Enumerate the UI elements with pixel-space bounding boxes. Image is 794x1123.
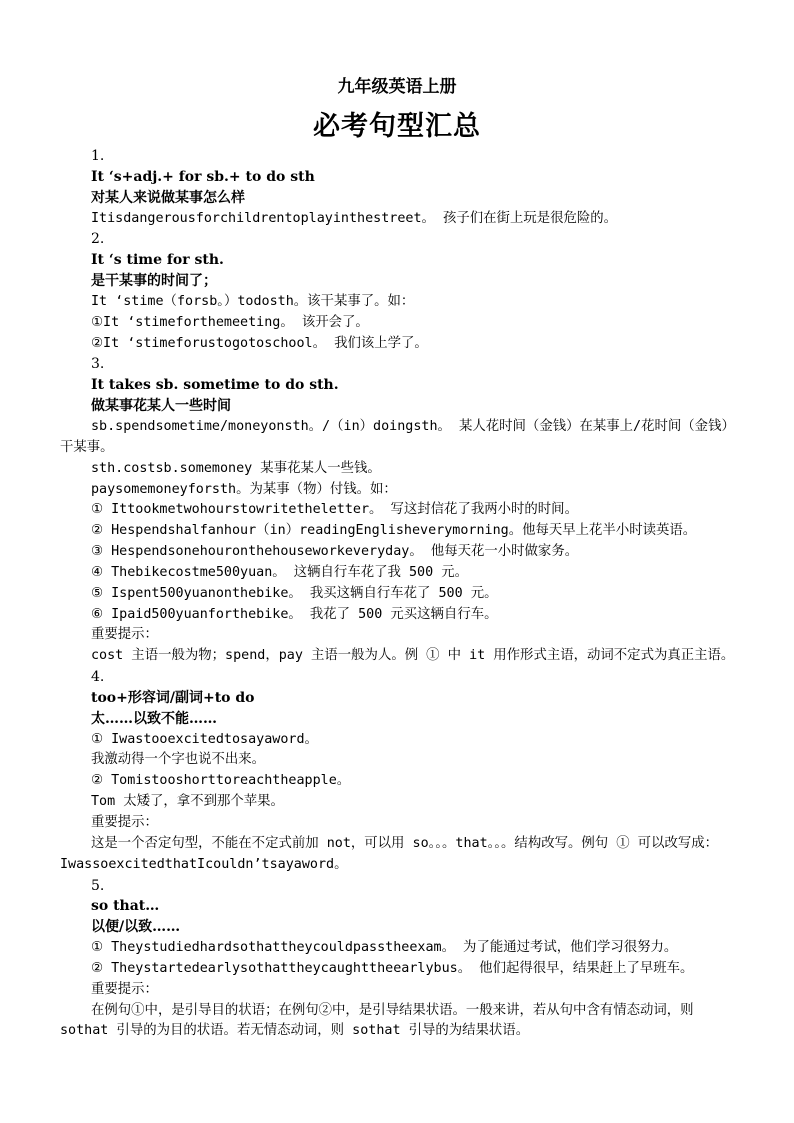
sentence-pattern: so that… [91, 898, 160, 915]
example-line: ② Tomistooshorttoreachtheapple。 [91, 773, 351, 789]
section-number: 4. [91, 669, 105, 686]
explanation-paragraph: sb.spendsometime/moneyonsth。/（in）doingsth。 某人花时间（金钱）在某事上/花时间（金钱）干某事。 [60, 418, 735, 455]
example-line: ⑤ Ispent500yuanonthebike。 我买这辆自行车花了 500 元。 [91, 585, 498, 601]
example-line: 我激动得一个字也说不出来。 [91, 752, 266, 768]
example-line: sth.costsb.somemoney 某事花某人一些钱。 [91, 460, 381, 476]
example-line: It ‘stime（forsb。）todosth。该干某事了。如： [91, 293, 415, 309]
example-line: ① Iwastooexcitedtosayaword。 [91, 731, 318, 747]
example-line: Tom 太矮了，拿不到那个苹果。 [91, 794, 284, 810]
note-heading: 重要提示： [91, 627, 158, 643]
sentence-pattern: It takes sb. sometime to do sth. [91, 377, 339, 394]
section-number: 3. [91, 356, 105, 373]
section-number: 5. [91, 877, 105, 894]
note-heading: 重要提示： [91, 981, 158, 997]
pattern-meaning: 对某人来说做某事怎么样 [91, 189, 245, 206]
pattern-meaning: 以便/以致…… [91, 919, 181, 936]
example-line: ①It ‘stimeforthemeeting。 该开会了。 [91, 314, 369, 330]
example-line: ② Hespendshalfanhour（in）readingEnglisheverymorning。他每天早上花半小时读英语。 [91, 523, 697, 539]
section-number: 2. [91, 231, 105, 248]
section-number: 1. [91, 148, 105, 164]
pattern-meaning: 是干某事的时间了； [91, 273, 217, 290]
document-subtitle: 必考句型汇总 [313, 111, 481, 142]
example-line: ① Ittookmetwohourstowritetheletter。 写这封信花了我两小时的时间。 [91, 502, 578, 518]
pattern-meaning: 做某事花某人一些时间 [91, 398, 231, 415]
example-line: Itisdangerousforchildrentoplayinthestreet。 孩子们在街上玩是很危险的。 [91, 210, 618, 226]
example-line: ① Theystudiedhardsothattheycouldpasstheexam。 为了能通过考试，他们学习很努力。 [91, 940, 678, 956]
note-paragraph: 这是一个否定句型，不能在不定式前加 not，可以用 so。。。that。。。结构改写。例句 ① 可以改写成：IwassoexcitedthatIcouldn’tsayaword。 [60, 835, 719, 872]
note-heading: 重要提示： [91, 815, 158, 830]
sentence-pattern: It ‘s+adj.+ for sb.+ to do sth [91, 168, 315, 185]
example-line: ③ Hespendsonehouronthehouseworkeveryday。 他每天花一小时做家务。 [91, 544, 579, 560]
note-paragraph: 在例句①中，是引导目的状语；在例句②中，是引导结果状语。一般来讲，若从句中含有情态动词，则 sothat 引导的为目的状语。若无情态动词，则 sothat 引导的为结果状语。 [60, 1002, 694, 1039]
sentence-pattern: too+形容词/副词+to do [91, 689, 255, 706]
example-line: paysomemoneyforsth。为某事（物）付钱。如： [91, 481, 397, 497]
example-line: ⑥ Ipaid500yuanforthebike。 我花了 500 元买这辆自行车。 [91, 606, 498, 622]
pattern-meaning: 太……以致不能…… [91, 710, 217, 727]
example-line: ④ Thebikecostme500yuan。 这辆自行车花了我 500 元。 [91, 564, 468, 580]
example-line: ② Theystartedearlysothattheycaughttheearlybus。 他们起得很早，结果赶上了早班车。 [91, 960, 694, 976]
document-body [60, 146, 736, 1042]
document-title: 九年级英语上册 [337, 77, 457, 97]
example-line: ②It ‘stimeforustogotoschool。 我们该上学了。 [91, 335, 428, 351]
note-paragraph: cost 主语一般为物；spend，pay 主语一般为人。例 ① 中 it 用作形式主语，动词不定式为真正主语。 [91, 648, 735, 664]
sentence-pattern: It ‘s time for sth. [91, 252, 224, 269]
